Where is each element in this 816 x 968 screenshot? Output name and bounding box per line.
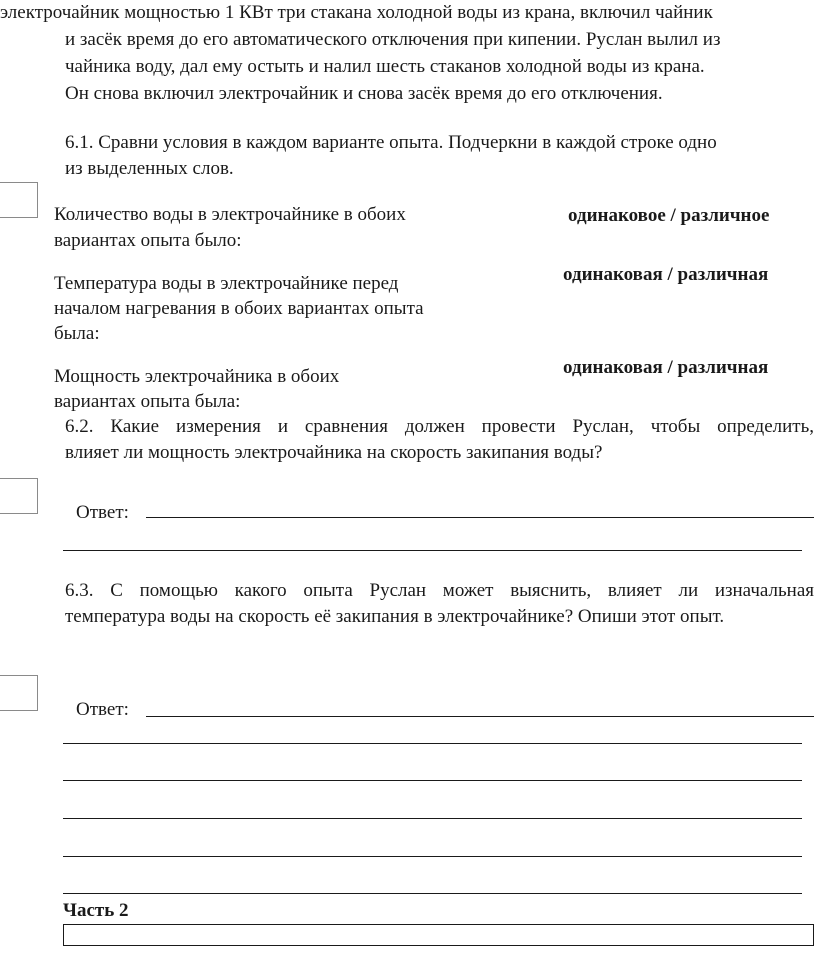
score-box[interactable] [0,675,38,711]
row-text: Количество воды в электрочайнике в обоих [54,204,406,225]
intro-line: электрочайник мощностью 1 КВт три стакана холодной воды из крана, включил чайник [0,2,713,23]
prompt-line: из выделенных слов. [65,158,234,179]
intro-line: чайника воду, дал ему остыть и налил шесть стаканов холодной воды из крана. [65,56,705,77]
intro-line: Он снова включил электрочайник и снова засёк время до его отключения. [65,83,663,104]
answer-line[interactable] [146,716,814,717]
choice-options[interactable]: одинаковое / различное [568,205,770,226]
answer-line[interactable] [63,856,802,857]
answer-line[interactable] [63,818,802,819]
score-box[interactable] [0,182,38,218]
answer-line[interactable] [63,743,802,744]
answer-line[interactable] [63,893,802,894]
question-line: 6.2. Какие измерения и сравнения должен провести Руслан, чтобы определить, [65,416,814,437]
answer-label: Ответ: [76,502,129,523]
answer-label: Ответ: [76,699,129,720]
row-text: вариантах опыта была: [54,391,241,412]
part-2-box [63,924,814,946]
row-text: Мощность электрочайника в обоих [54,366,340,387]
intro-line: и засёк время до его автоматического отключения при кипении. Руслан вылил из [65,29,721,50]
answer-line[interactable] [146,517,814,518]
choice-options[interactable]: одинаковая / различная [563,357,769,378]
question-line: влияет ли мощность электрочайника на скорость закипания воды? [65,442,603,463]
score-box[interactable] [0,478,38,514]
row-text: вариантах опыта было: [54,230,242,251]
answer-line[interactable] [63,550,802,551]
prompt-line: 6.1. Сравни условия в каждом варианте опыта. Подчеркни в каждой строке одно [65,132,717,153]
part-2-heading: Часть 2 [63,900,129,921]
row-text: была: [54,323,100,344]
question-line: температура воды на скорость её закипания в электрочайнике? Опиши этот опыт. [65,606,725,627]
answer-line[interactable] [63,780,802,781]
choice-options[interactable]: одинаковая / различная [563,264,769,285]
question-line: 6.3. С помощью какого опыта Руслан может выяснить, влияет ли изначальная [65,580,814,601]
row-text: началом нагревания в обоих вариантах опыта [54,298,424,319]
row-text: Температура воды в электрочайнике перед [54,273,399,294]
